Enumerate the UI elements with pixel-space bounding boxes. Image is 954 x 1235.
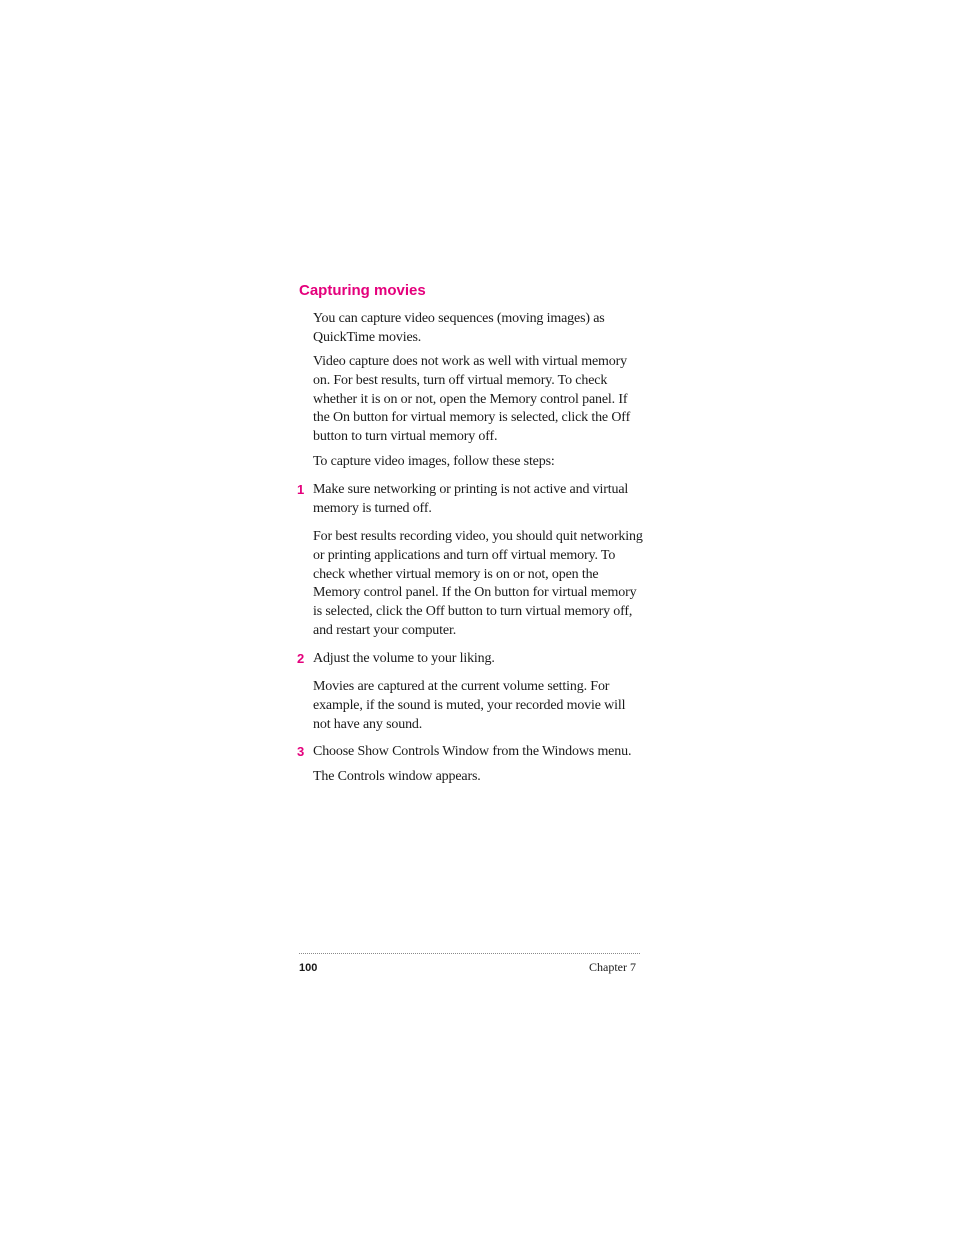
step-text: Adjust the volume to your liking. bbox=[313, 651, 495, 666]
step-number: 3 bbox=[297, 744, 305, 759]
page-number: 100 bbox=[299, 962, 318, 974]
virtual-memory-paragraph: Video capture does not work as well with virtual memory on. For best results, turn off virtual memory. To check whether it is on or not, open the Memory control panel. If the On button for virtual memory is selected, click the Off button to turn virtual memory off. bbox=[313, 354, 631, 445]
step-text: Choose Show Controls Window from the Windows menu. bbox=[313, 744, 632, 759]
steps-intro-paragraph: To capture video images, follow these steps: bbox=[313, 454, 555, 469]
section-heading: Capturing movies bbox=[299, 282, 426, 299]
step-number: 1 bbox=[297, 482, 305, 497]
intro-paragraph: You can capture video sequences (moving images) as QuickTime movies. bbox=[313, 311, 605, 345]
footer-divider bbox=[299, 953, 640, 954]
chapter-label: Chapter 7 bbox=[589, 960, 636, 974]
step-note: The Controls window appears. bbox=[313, 769, 481, 784]
step-note: For best results recording video, you should quit networking or printing applications and turn off virtual memory. To check whether virtual memory is on or not, open the Memory control panel. If the On button for virtual memory is selected, click the Off button to turn virtual memory off, and restart your computer. bbox=[313, 529, 643, 638]
step-text: Make sure networking or printing is not active and virtual memory is turned off. bbox=[313, 482, 629, 516]
step-number: 2 bbox=[297, 651, 305, 666]
step-note: Movies are captured at the current volume setting. For example, if the sound is muted, your recorded movie will not have any sound. bbox=[313, 679, 626, 732]
